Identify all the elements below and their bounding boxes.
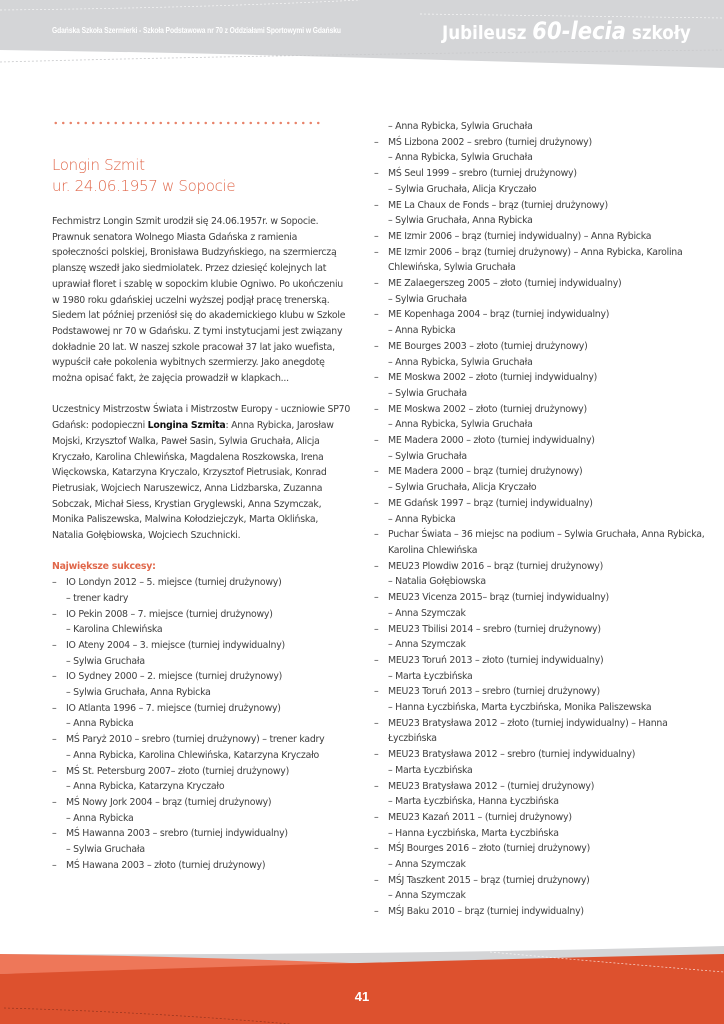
jubilee-pre: Jubileusz xyxy=(442,22,533,44)
success-item xyxy=(374,276,709,307)
dash-bullet: – xyxy=(374,136,379,148)
dash-bullet: – xyxy=(374,560,379,572)
dash-bullet: – xyxy=(374,874,379,886)
success-item xyxy=(374,873,709,904)
success-item xyxy=(52,701,352,732)
success-item xyxy=(374,716,709,747)
article-title xyxy=(52,155,235,197)
success-item xyxy=(374,779,709,810)
dash-bullet: – xyxy=(52,734,57,746)
success-item xyxy=(374,747,709,778)
success-event: MŚ Nowy Jork 2004 – brąz (turniej drużynowy) xyxy=(66,796,272,808)
success-event: ME Kopenhaga 2004 – brąz (turniej indywidualny) xyxy=(388,309,610,321)
dash-bullet: – xyxy=(374,435,379,447)
success-item xyxy=(374,684,709,715)
participants-paragraph xyxy=(52,402,352,543)
success-event: MEU23 Bratysława 2012 – złoto (turniej indywidualny) – Hanna Łyczbińska xyxy=(388,717,668,745)
success-athletes: – Sylwia Gruchała xyxy=(66,655,145,667)
dash-bullet: – xyxy=(374,372,379,384)
success-item xyxy=(374,135,709,166)
success-event: ME Moskwa 2002 – złoto (turniej drużynowy) xyxy=(388,403,587,415)
successes-list-left xyxy=(52,575,352,873)
success-athletes: – Sylwia Gruchała, Alicja Kryczało xyxy=(388,482,537,494)
success-item xyxy=(374,433,709,464)
success-event: MEU23 Plowdiw 2016 – brąz (turniej drużynowy) xyxy=(388,560,603,572)
success-athletes: – Anna Rybicka, Sylwia Gruchała xyxy=(388,419,533,431)
success-athletes: – Hanna Łyczbińska, Marta Łyczbińska xyxy=(388,827,559,839)
success-athletes: – Anna Rybicka xyxy=(66,812,134,824)
dash-bullet: – xyxy=(52,828,57,840)
title-name: Longin Szmit xyxy=(52,156,145,174)
dash-bullet: – xyxy=(374,199,379,211)
success-event: IO Sydney 2000 – 2. miejsce (turniej drużynowy) xyxy=(66,671,283,683)
success-event: MŚ Seul 1999 – srebro (turniej drużynowy) xyxy=(388,168,577,180)
success-athletes: – Anna Szymczak xyxy=(388,607,466,619)
success-athletes: – Anna Rybicka, Katarzyna Kryczało xyxy=(66,781,225,793)
dash-bullet: – xyxy=(374,749,379,761)
success-item xyxy=(374,810,709,841)
dash-bullet: – xyxy=(374,497,379,509)
success-item xyxy=(52,638,352,669)
success-item xyxy=(374,559,709,590)
success-event: MEU23 Tbilisi 2014 – srebro (turniej drużynowy) xyxy=(388,623,601,635)
success-item xyxy=(374,229,709,245)
success-athletes: – Anna Rybicka, Sylwia Gruchała xyxy=(388,356,533,368)
success-item xyxy=(374,307,709,338)
dash-bullet: – xyxy=(52,702,57,714)
dotted-divider xyxy=(52,120,322,126)
success-item xyxy=(52,669,352,700)
success-athletes: – Anna Rybicka xyxy=(66,718,134,730)
success-event: IO Londyn 2012 – 5. miejsce (turniej drużynowy) xyxy=(66,577,282,589)
success-event: ME Gdańsk 1997 – brąz (turniej indywidualny) xyxy=(388,497,593,509)
success-item xyxy=(374,841,709,872)
dash-bullet: – xyxy=(52,577,57,589)
participants-list: Anna Rybicka, Jarosław Mojski, Krzysztof Walka, Paweł Sasin, Sylwia Gruchała, Alicja Kryczało, Karolina Chlewińska, Magdalena Roszkowska, Irena Więckowska, Katarzyna Kryczalo, Krzysztof Pietrusiak, Konrad Pietrusiak, Wojciech Naruszewicz, Anna Lidzbarska, Zuzanna Sobczak, Michał Siess, Krystian Gryglewski, Anna Szymczak, Monika Paliszewska, Malwina Kołodziejczyk, Marta Oklińska, Natalia Gołębiowska, Wojciech Szuchnicki. xyxy=(52,420,334,542)
participants-colon: : xyxy=(225,420,229,432)
dash-bullet: – xyxy=(374,592,379,604)
success-athletes: – Natalia Gołębiowska xyxy=(388,576,486,588)
success-event: IO Atlanta 1996 – 7. miejsce (turniej drużynowy) xyxy=(66,702,281,714)
success-athletes: – Marta Łyczbińska xyxy=(388,670,473,682)
success-item xyxy=(52,795,352,826)
success-item xyxy=(52,826,352,857)
jubilee-title xyxy=(442,17,691,45)
participants-intro: Uczestnicy Mistrzostw Świata i Mistrzostw Europy - uczniowie SP70 Gdańsk: podopieczni xyxy=(52,404,351,432)
dash-bullet: – xyxy=(374,780,379,792)
success-athletes: – Anna Szymczak xyxy=(388,890,466,902)
school-name: Gdańska Szkoła Szermierki - Szkoła Podstawowa nr 70 z Oddziałami Sportowymi w Gdańsku xyxy=(52,26,341,35)
success-item xyxy=(374,370,709,401)
success-athletes: – trener kadry xyxy=(66,592,129,604)
success-athletes: – Anna Rybicka xyxy=(388,325,456,337)
left-column xyxy=(52,214,352,874)
success-event: MŚJ Baku 2010 – brąz (turniej indywidualny) xyxy=(388,906,584,918)
success-item xyxy=(52,575,352,606)
dash-bullet: – xyxy=(52,671,57,683)
dash-bullet: – xyxy=(374,623,379,635)
success-item xyxy=(374,198,709,229)
success-event: ME Madera 2000 – brąz (turniej drużynowy) xyxy=(388,466,583,478)
success-event: ME La Chaux de Fonds – brąz (turniej drużynowy) xyxy=(388,199,608,211)
success-athletes: – Sylwia Gruchała, Anna Rybicka xyxy=(388,215,533,227)
success-item xyxy=(374,653,709,684)
success-athletes: – Anna Rybicka, Sylwia Gruchała xyxy=(388,152,533,164)
dash-bullet: – xyxy=(374,529,379,541)
dash-bullet: – xyxy=(374,654,379,666)
success-athletes: – Marta Łyczbińska xyxy=(388,764,473,776)
success-event: MEU23 Toruń 2013 – złoto (turniej indywidualny) xyxy=(388,654,604,666)
page-number: 41 xyxy=(354,989,370,1004)
success-event: MEU23 Bratysława 2012 – (turniej drużynowy) xyxy=(388,780,595,792)
dash-bullet: – xyxy=(374,811,379,823)
success-athletes: – Sylwia Gruchała, Alicja Kryczało xyxy=(388,183,537,195)
success-event: ME Izmir 2006 – brąz (turniej indywidualny) – Anna Rybicka xyxy=(388,230,652,242)
dash-bullet: – xyxy=(374,843,379,855)
dash-bullet: – xyxy=(374,309,379,321)
success-event: MŚ Hawanna 2003 – srebro (turniej indywidualny) xyxy=(66,828,288,840)
success-event: MŚ Lizbona 2002 – srebro (turniej drużynowy) xyxy=(388,136,592,148)
dash-bullet: – xyxy=(374,246,379,258)
success-item xyxy=(52,607,352,638)
success-event: MŚJ Taszkent 2015 – brąz (turniej drużynowy) xyxy=(388,874,590,886)
success-item xyxy=(374,402,709,433)
dash-bullet: – xyxy=(374,230,379,242)
success-event: ME Bourges 2003 – złoto (turniej drużynowy) xyxy=(388,340,588,352)
success-event: MEU23 Bratysława 2012 – srebro (turniej indywidualny) xyxy=(388,749,636,761)
success-item xyxy=(374,527,709,558)
dash-bullet: – xyxy=(52,608,57,620)
success-item xyxy=(374,245,709,276)
success-event: MŚJ Bourges 2016 – złoto (turniej drużynowy) xyxy=(388,843,591,855)
success-athletes: – Sylwia Gruchała, Anna Rybicka xyxy=(66,687,211,699)
success-athletes: – Sylwia Gruchała xyxy=(66,844,145,856)
success-athletes: – Anna Szymczak xyxy=(388,859,466,871)
success-event: IO Ateny 2004 – 3. miejsce (turniej indywidualny) xyxy=(66,639,285,651)
success-event: ME Zalaegerszeg 2005 – złoto (turniej indywidualny) xyxy=(388,278,622,290)
header-band xyxy=(0,0,724,100)
success-athletes: – Sylwia Gruchała xyxy=(388,293,467,305)
success-event: ME Izmir 2006 – brąz (turniej drużynowy) – Anna Rybicka, Karolina Chlewińska, Sylwia Gruchała xyxy=(388,246,683,274)
dash-bullet: – xyxy=(374,168,379,180)
right-column xyxy=(374,119,709,920)
dash-bullet: – xyxy=(52,796,57,808)
coach-name-bold: Longina Szmita xyxy=(147,420,226,432)
success-item xyxy=(52,858,352,874)
success-item xyxy=(374,496,709,527)
success-item xyxy=(374,166,709,197)
successes-heading: Największe sukcesy: xyxy=(52,561,156,573)
success-event: ME Moskwa 2002 – złoto (turniej indywidualny) xyxy=(388,372,598,384)
success-athletes: – Anna Rybicka xyxy=(388,513,456,525)
success-event: MEU23 Vicenza 2015– brąz (turniej indywidualny) xyxy=(388,592,609,604)
success-athletes: – Sylwia Gruchała xyxy=(388,387,467,399)
title-birth: ur. 24.06.1957 w Sopocie xyxy=(52,177,236,195)
success-athletes: – Hanna Łyczbińska, Marta Łyczbińska, Monika Paliszewska xyxy=(388,702,652,714)
jubilee-big: 60-lecia xyxy=(532,17,627,45)
dash-bullet: – xyxy=(374,717,379,729)
success-athletes: – Karolina Chlewińska xyxy=(66,624,163,636)
success-event: MEU23 Kazań 2011 – (turniej drużynowy) xyxy=(388,811,572,823)
success-athletes: – Anna Rybicka, Karolina Chlewińska, Katarzyna Kryczało xyxy=(66,749,319,761)
success-event: Puchar Świata – 36 miejsc na podium – Sylwia Gruchała, Anna Rybicka, Karolina Chlewińska xyxy=(388,529,705,556)
continued-names: – Anna Rybicka, Sylwia Gruchała xyxy=(388,121,533,132)
dash-bullet: – xyxy=(52,639,57,651)
success-event: MŚ Hawana 2003 – złoto (turniej drużynowy) xyxy=(66,859,266,871)
success-event: MŚ Paryż 2010 – srebro (turniej drużynowy) – trener kadry xyxy=(66,734,325,746)
success-event: MŚ St. Petersburg 2007– złoto (turniej drużynowy) xyxy=(66,765,290,777)
dash-bullet: – xyxy=(374,906,379,918)
success-item xyxy=(374,904,709,920)
dash-bullet: – xyxy=(52,765,57,777)
successes-list-right xyxy=(374,135,709,920)
bio-paragraph: Fechmistrz Longin Szmit urodził się 24.06.1957r. w Sopocie. Prawnuk senatora Wolnego Miasta Gdańska z ramienia społeczności polskiej, Bronisława Budzyńskiego, na szermierczą planszę wszedł jako siedmiolatek. Przez dziesięć kolejnych lat uprawiał floret i szablę w sopockim klubie Ogniwo. Po ukończeniu w 1980 roku gdańskiej uczelni wyższej podjął pracę trenerską. Siedem lat później przeniósł się do akademickiego klubu w Szkole Podstawowej nr 70 w Gdańsku. Z tymi instytucjami jest związany dokładnie 20 lat. W naszej szkole pracował 37 lat jako wuefista, wypuścił całe pokolenia wybitnych szermierzy. Jako anegdotę można opisać fakt, że zajęcia prowadził w klapkach... xyxy=(52,216,346,385)
dash-bullet: – xyxy=(374,278,379,290)
dash-bullet: – xyxy=(374,466,379,478)
success-athletes: – Anna Szymczak xyxy=(388,639,466,651)
dash-bullet: – xyxy=(374,340,379,352)
success-event: MEU23 Toruń 2013 – srebro (turniej drużynowy) xyxy=(388,686,600,698)
jubilee-post: szkoły xyxy=(626,22,691,44)
success-event: ME Madera 2000 – złoto (turniej indywidualny) xyxy=(388,435,595,447)
dash-bullet: – xyxy=(374,686,379,698)
success-athletes: – Marta Łyczbińska, Hanna Łyczbińska xyxy=(388,796,559,808)
success-event: IO Pekin 2008 – 7. miejsce (turniej drużynowy) xyxy=(66,608,273,620)
success-item xyxy=(374,622,709,653)
success-item xyxy=(374,590,709,621)
dash-bullet: – xyxy=(374,403,379,415)
success-athletes: – Sylwia Gruchała xyxy=(388,450,467,462)
success-item xyxy=(374,339,709,370)
success-item xyxy=(374,464,709,495)
success-item xyxy=(52,732,352,763)
footer-band xyxy=(0,940,724,1024)
dash-bullet: – xyxy=(52,859,57,871)
success-item xyxy=(52,764,352,795)
